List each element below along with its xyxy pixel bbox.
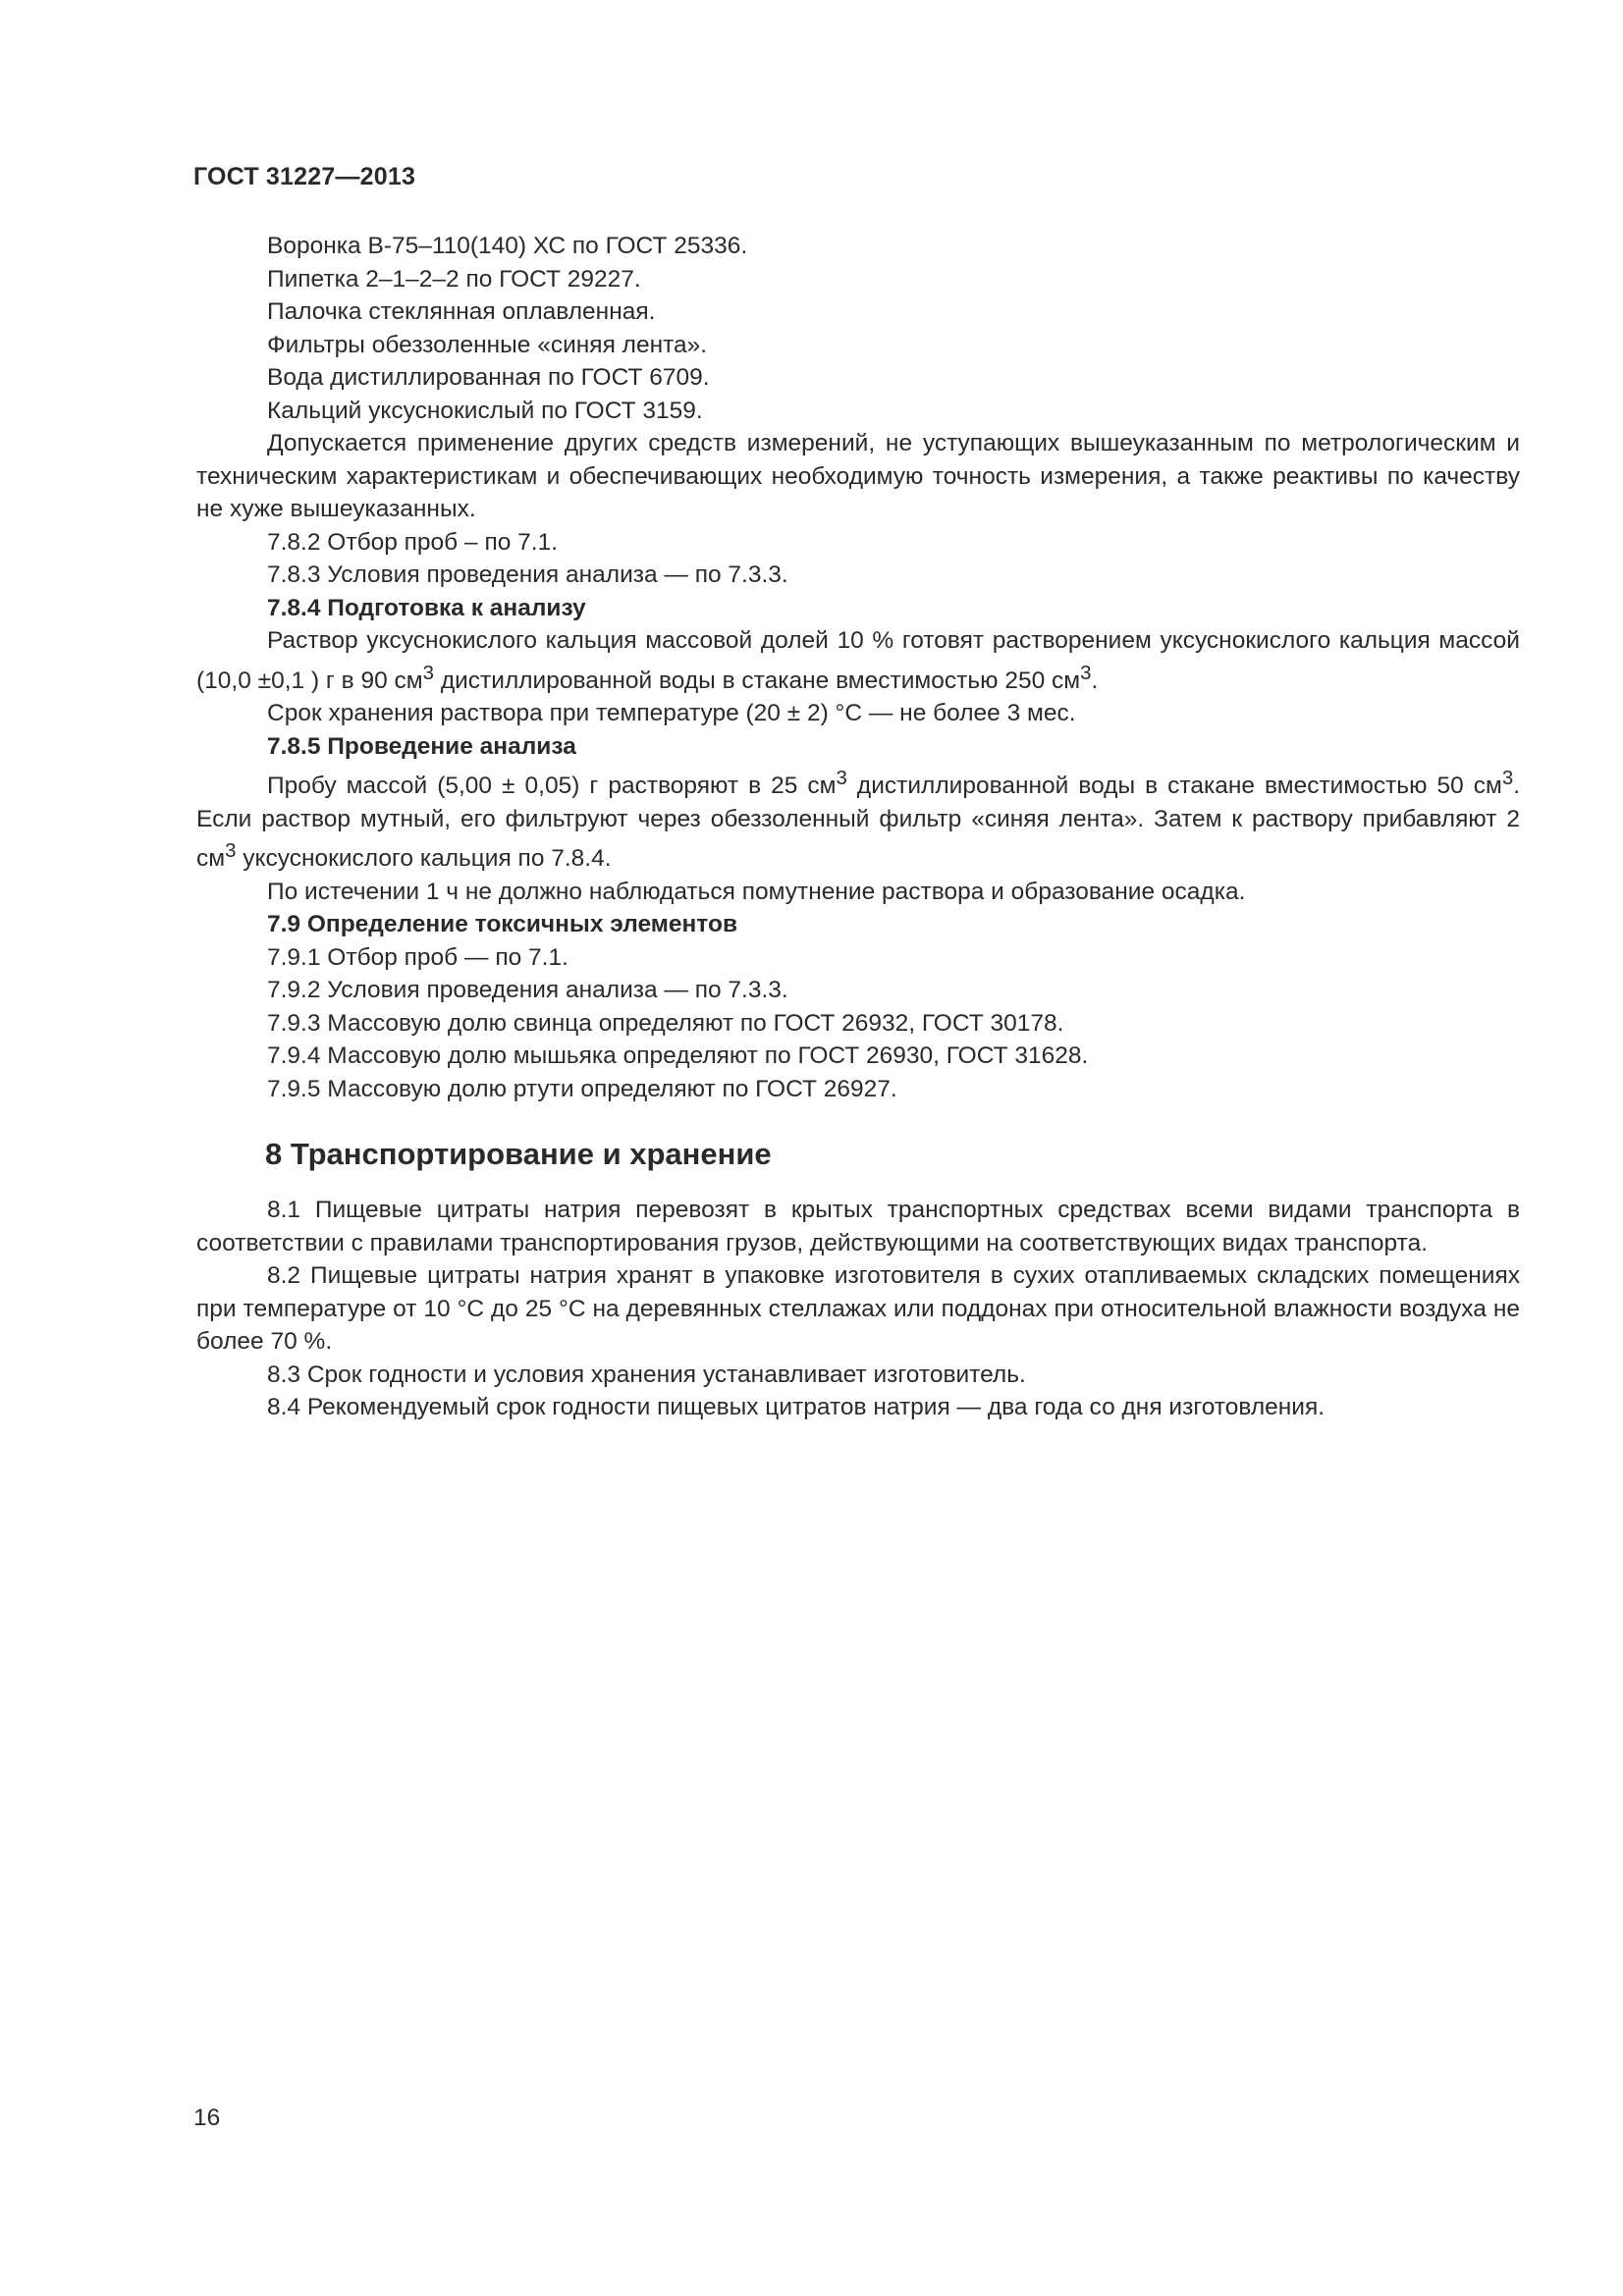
clause-7-9-item: 7.9.4 Массовую долю мышьяка определяют по ГОСТ 26930, ГОСТ 31628. — [267, 1042, 1089, 1070]
superscript: 3 — [836, 768, 847, 790]
clause-8-4: 8.4 Рекомендуемый срок годности пищевых цитратов натрия — два года со дня изготовления. — [267, 1394, 1325, 1421]
section-8-heading: 8 Транспортирование и хранение — [265, 1137, 772, 1172]
equipment-item: Пипетка 2–1–2–2 по ГОСТ 29227. — [267, 265, 641, 293]
text-run: Раствор уксуснокислого кальция массовой долей 10 % готовят растворением уксуснокислого кальция массой (10,0 ±0,1 ) г в 90 см — [196, 627, 1520, 694]
allowance-paragraph: Допускается применение других средств измерений, не уступающих вышеуказанным по метрологическим и техническим характеристикам и обеспечивающих необходимую точность измерения, а также реактивы по качеству не хуже вышеуказанных. — [196, 430, 1520, 522]
superscript: 3 — [422, 662, 435, 684]
heading-7-8-5: 7.8.5 Проведение анализа — [267, 732, 576, 760]
superscript: 3 — [1080, 662, 1092, 684]
heading-7-8-4: 7.8.4 Подготовка к анализу — [267, 594, 586, 621]
text-run: . Если раствор мутный, его фильтруют через обеззоленный фильтр «синяя лента». Затем к раствору прибавляют 2 см — [196, 773, 1520, 873]
page-number: 16 — [193, 2105, 221, 2131]
equipment-item: Вода дистиллированная по ГОСТ 6709. — [267, 364, 710, 391]
clause-7-8-5-result: По истечении 1 ч не должно наблюдаться помутнение раствора и образование осадка. — [267, 878, 1246, 905]
clause-7-9-item: 7.9.3 Массовую долю свинца определяют по ГОСТ 26932, ГОСТ 30178. — [267, 1009, 1064, 1037]
equipment-item: Палочка стеклянная оплавленная. — [267, 298, 656, 325]
clause-8-1: 8.1 Пищевые цитраты натрия перевозят в крытых транспортных средствах всеми видами транспорта в соответствии с правилами транспортирования грузов, действующими на соответствующих видах транспорта. — [196, 1197, 1520, 1256]
equipment-item: Кальций уксуснокислый по ГОСТ 3159. — [267, 397, 703, 424]
document-body — [196, 230, 1520, 1424]
document-header: ГОСТ 31227—2013 — [193, 163, 416, 190]
clause-8-2: 8.2 Пищевые цитраты натрия хранят в упаковке изготовителя в сухих отапливаемых складских помещениях при температуре от 10 °С до 25 °С на деревянных стеллажах или поддонах при относительной влажности воздуха не более 70 %. — [196, 1262, 1520, 1356]
equipment-item: Воронка В-75–110(140) ХС по ГОСТ 25336. — [267, 233, 748, 259]
clause-8-3: 8.3 Срок годности и условия хранения устанавливает изготовитель. — [267, 1361, 1026, 1388]
text-run: . — [1091, 667, 1099, 694]
heading-7-9: 7.9 Определение токсичных элементов — [267, 911, 738, 938]
text-run: дистиллированной воды в стакане вместимостью 250 см — [434, 667, 1081, 694]
equipment-item: Фильтры обеззоленные «синяя лента». — [267, 331, 708, 358]
clause-7-9-item: 7.9.1 Отбор проб — по 7.1. — [267, 943, 568, 971]
clause-7-8-4-paragraph — [196, 624, 1520, 697]
clause-7-9-item: 7.9.2 Условия проведения анализа — по 7.3.3. — [267, 977, 788, 1004]
superscript: 3 — [225, 840, 237, 863]
superscript: 3 — [1501, 768, 1514, 790]
text-run: дистиллированной воды в стакане вместимостью 50 см — [846, 773, 1502, 800]
clause-7-8-4-storage: Срок хранения раствора при температуре (20 ± 2) °С — не более 3 мес. — [267, 700, 1076, 727]
clause-7-9-item: 7.9.5 Массовую долю ртути определяют по ГОСТ 26927. — [267, 1075, 897, 1102]
text-run: Пробу массой (5,00 ± 0,05) г растворяют в 25 см — [267, 773, 837, 800]
clause-7-8-2: 7.8.2 Отбор проб – по 7.1. — [267, 528, 559, 556]
clause-7-8-3: 7.8.3 Условия проведения анализа — по 7.3.3. — [267, 561, 788, 588]
clause-7-8-5-paragraph — [196, 763, 1520, 876]
text-run: уксуснокислого кальция по 7.8.4. — [236, 845, 612, 873]
